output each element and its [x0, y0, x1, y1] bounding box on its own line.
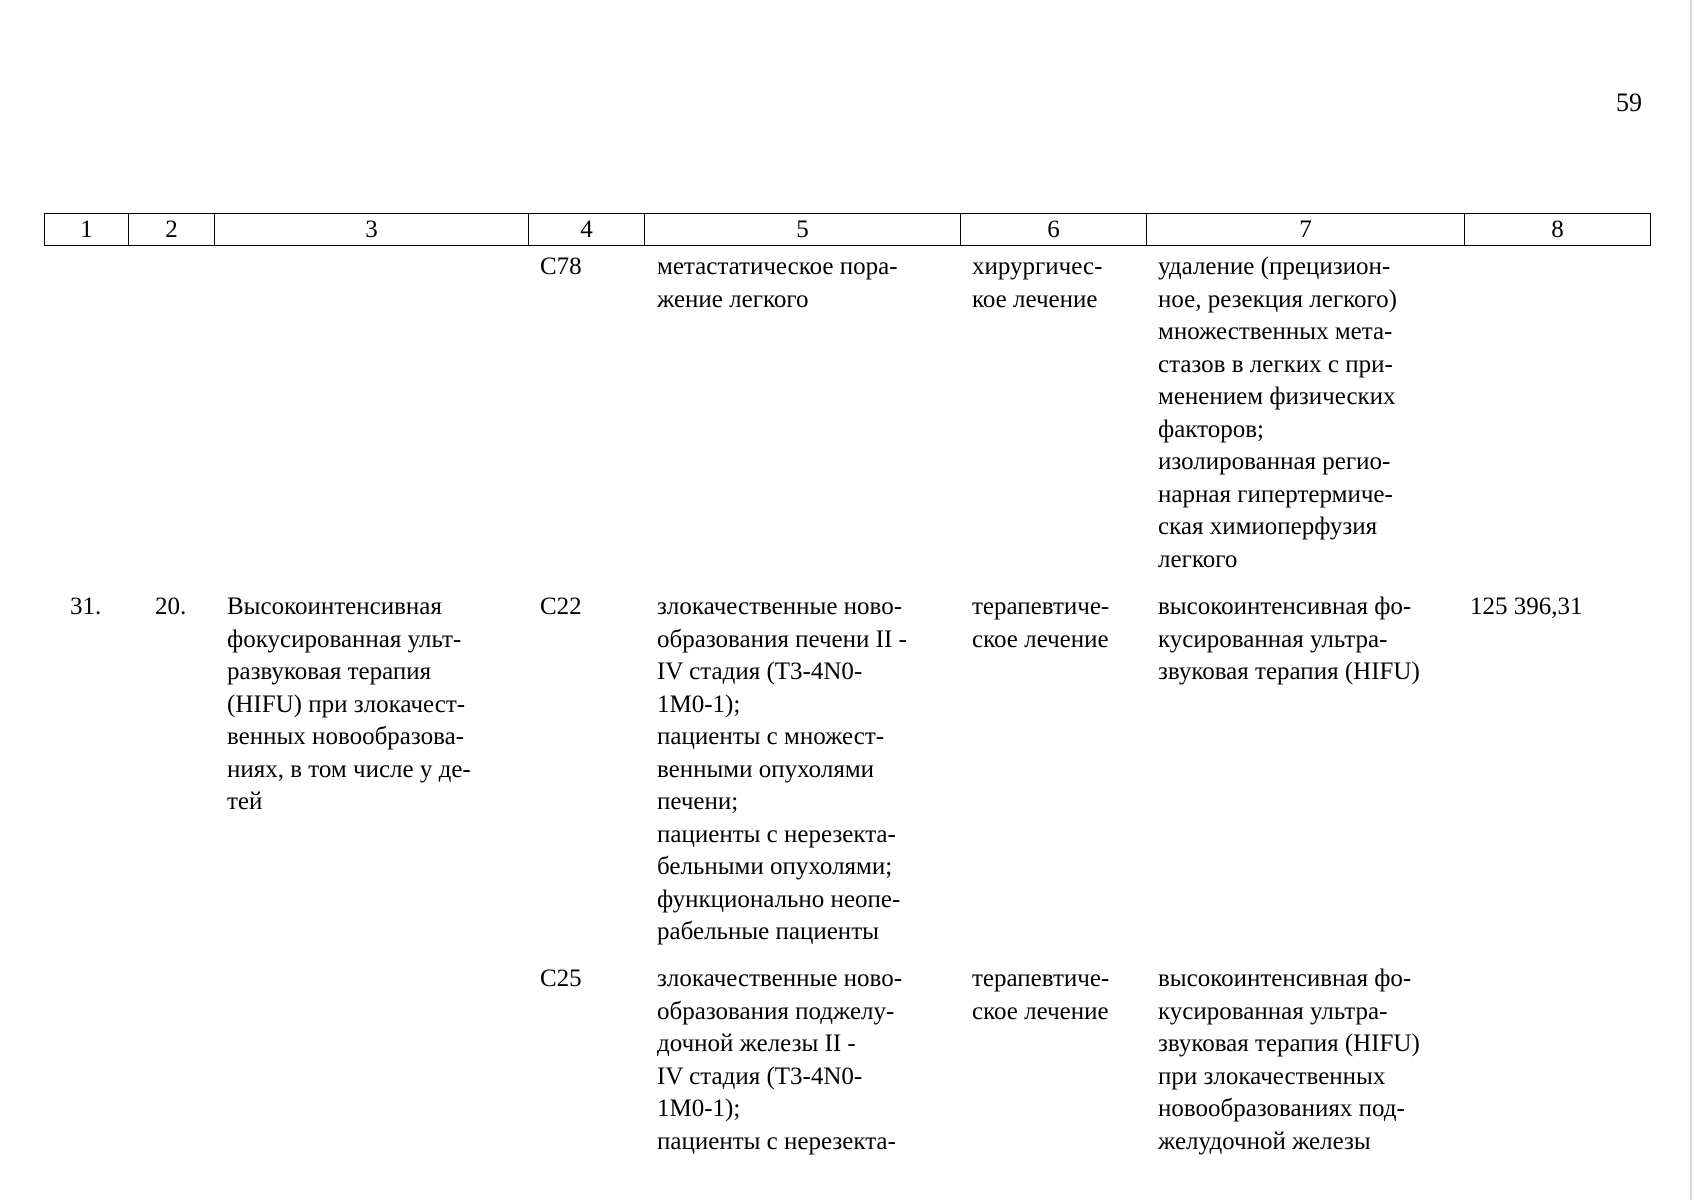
- diagnosis-text: метастатическое пора- жение легкого: [657, 253, 898, 313]
- icd-code: C22: [540, 593, 582, 620]
- header-col-7: 7: [1147, 214, 1465, 246]
- treatment-type: хирургичес- кое лечение: [972, 253, 1103, 313]
- care-type-name: Высокоинтенсивная фокусированная ульт- развуковая терапия (HIFU) при злокачест- венных новообразова- ниях, в том числе у де- тей: [227, 593, 471, 815]
- header-col-6: 6: [961, 214, 1147, 246]
- header-col-5: 5: [645, 214, 961, 246]
- header-col-3: 3: [215, 214, 529, 246]
- treatment-type: терапевтиче- ское лечение: [972, 593, 1110, 653]
- row-number: 31.: [70, 593, 102, 620]
- page-number: 59: [1616, 88, 1642, 117]
- column-number-header: [44, 213, 1651, 246]
- header-col-2: 2: [129, 214, 215, 246]
- header-col-1: 1: [45, 214, 129, 246]
- diagnosis-text: злокачественные ново- образования поджелу- дочной железы II - IV стадия (T3-4N0- 1M0-1); пациенты с нерезекта-: [657, 965, 903, 1155]
- diagnosis-text: злокачественные ново- образования печени II - IV стадия (T3-4N0- 1M0-1); пациенты с множест- венными опухолями печени; пациенты с нерезекта- бельными опухолями; функционально неопе- рабельные пациенты: [657, 593, 907, 945]
- page-edge-line: [1690, 0, 1692, 1200]
- treatment-method: высокоинтенсивная фо- кусированная ультра- звуковая терапия (HIFU) при злокачественных новообразованиях под- желудочной железы: [1158, 965, 1420, 1155]
- treatment-type: терапевтиче- ское лечение: [972, 965, 1110, 1025]
- header-row: [45, 214, 1651, 246]
- header-col-4: 4: [529, 214, 645, 246]
- icd-code: C25: [540, 965, 582, 992]
- cost-value: 125 396,31: [1470, 593, 1583, 620]
- icd-code: C78: [540, 253, 582, 280]
- subgroup-number: 20.: [155, 593, 187, 620]
- header-col-8: 8: [1465, 214, 1651, 246]
- treatment-method: высокоинтенсивная фо- кусированная ультра- звуковая терапия (HIFU): [1158, 593, 1420, 685]
- treatment-method: удаление (прецизион- ное, резекция легкого) множественных мета- стазов в легких с при- менением физических факторов; изолированная регио- нарная гипертермиче- ская химиоперфузия легкого: [1158, 253, 1397, 573]
